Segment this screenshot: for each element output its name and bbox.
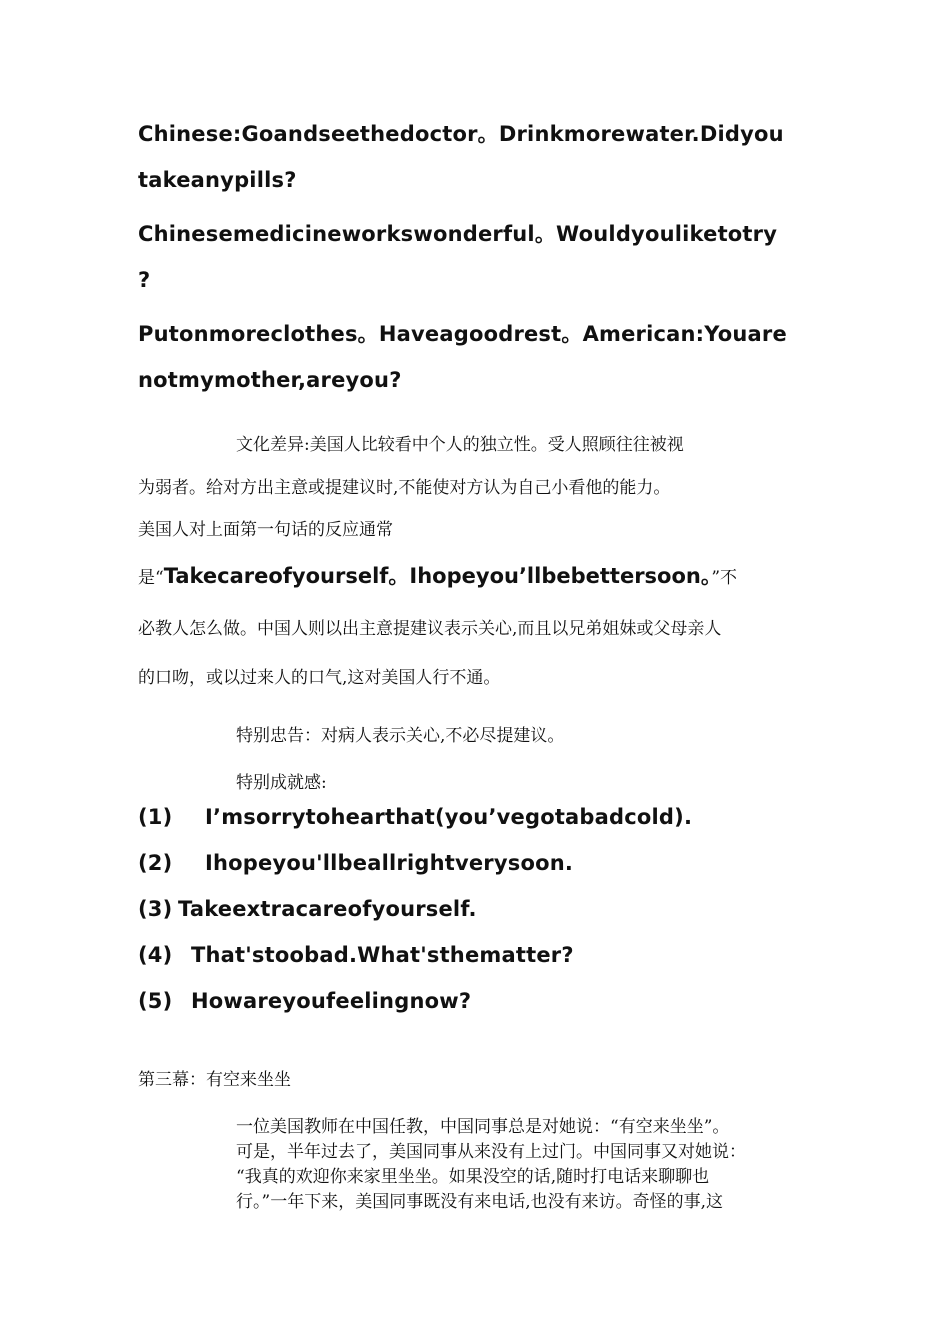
phrase-number: (3) (138, 897, 173, 921)
phrase-text: That'stoobad.What'sthematter? (191, 943, 574, 967)
phrase-item (138, 805, 692, 829)
phrase-number: (4) (138, 943, 173, 967)
dialogue-line-5: Putonmoreclothes。Haveagoodrest。American:Youare (138, 322, 787, 346)
phrase-item (138, 851, 573, 875)
scene3-line-3: “我真的欢迎你来家里坐坐。如果没空的话,随时打电话来聊聊也 (236, 1167, 710, 1187)
dialogue-line-4: ? (138, 268, 151, 292)
scene3-line-4: 行。”一年下来，美国同事既没有来电话,也没有来访。奇怪的事,这 (236, 1192, 723, 1212)
culture-line-1: 文化差异:美国人比较看中个人的独立性。受人照顾往往被视 (236, 435, 684, 455)
special-achievement: 特别成就感: (236, 773, 327, 793)
scene3-line-2: 可是，半年过去了，美国同事从来没有上过门。中国同事又对她说： (236, 1142, 746, 1162)
culture-line-3: 美国人对上面第一句话的反应通常 (138, 520, 393, 540)
phrase-item (138, 943, 574, 967)
phrase-text: Iʼmsorrytohearthat(youʼvegotabadcold). (205, 805, 693, 829)
phrase-item (138, 897, 477, 921)
phrase-number: (5) (138, 989, 173, 1013)
phrase-text: Ihopeyou'llbeallrightverysoon. (205, 851, 574, 875)
culture-line-4-prefix: 是“ (138, 568, 164, 588)
culture-line-4 (138, 560, 737, 590)
special-warning: 特别忠告：对病人表示关心,不必尽提建议。 (236, 726, 565, 746)
phrase-number: (2) (138, 851, 173, 875)
scene3-heading: 第三幕：有空来坐坐 (138, 1070, 291, 1090)
scene3-line-1: 一位美国教师在中国任教，中国同事总是对她说：“有空来坐坐”。 (236, 1117, 730, 1137)
dialogue-line-3: Chinesemedicineworkswonderful。Wouldyouliketotry (138, 222, 778, 246)
dialogue-line-1: Chinese:Goandseethedoctor。Drinkmorewater.Didyou (138, 122, 784, 146)
phrase-item (138, 989, 471, 1013)
scene3-paragraph (236, 1115, 816, 1215)
culture-line-2: 为弱者。给对方出主意或提建议时,不能使对方认为自己小看他的能力。 (138, 478, 671, 498)
phrase-text: Howareyoufeelingnow? (191, 989, 472, 1013)
phrase-text: Takeextracareofyourself. (178, 897, 477, 921)
culture-line-4-english: Takecareofyourself。Ihopeyouʼllbebettersoon。 (163, 564, 712, 588)
dialogue-line-6: notmymother,areyou? (138, 368, 402, 392)
culture-line-4-suffix: ”不 (711, 568, 738, 588)
phrase-number: (1) (138, 805, 173, 829)
dialogue-line-2: takeanypills? (138, 168, 297, 192)
culture-line-5: 必教人怎么做。中国人则以出主意提建议表示关心,而且以兄弟姐妹或父母亲人 (138, 619, 722, 639)
culture-line-6: 的口吻，或以过来人的口气,这对美国人行不通。 (138, 668, 501, 688)
